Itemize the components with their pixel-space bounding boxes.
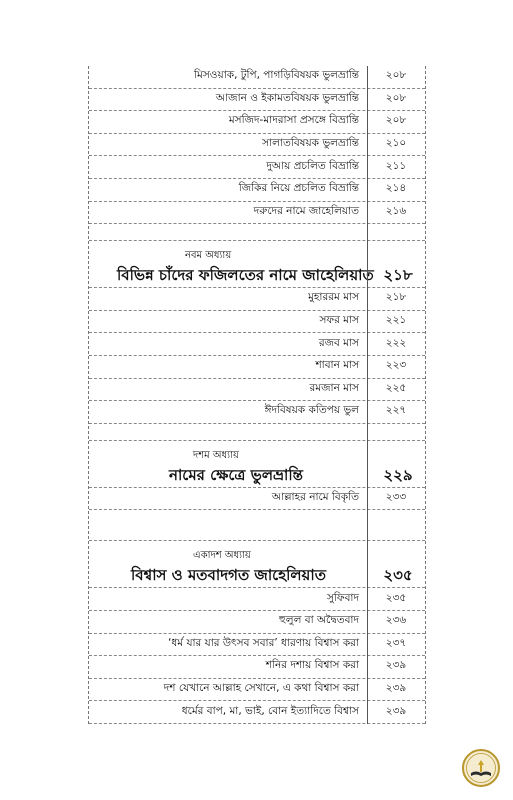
toc-title: রমজান মাস (309, 381, 359, 394)
toc-row (89, 179, 425, 202)
toc-row (89, 288, 425, 311)
toc-row (89, 333, 425, 356)
toc-title: আজান ও ইকামতবিষয়ক ভুলভ্রান্তি (215, 91, 359, 104)
section-gap (89, 510, 425, 541)
toc-page: ২৩৯ (385, 659, 407, 672)
toc-title: দুআয় প্রচলিত বিভ্রান্তি (266, 159, 359, 172)
toc-page: ২৩৯ (385, 681, 407, 694)
chapter-page: ২২৯ (383, 465, 413, 484)
toc-page: ২৩৬ (385, 614, 407, 627)
book-lamp-logo-icon (461, 748, 501, 788)
toc-title: সালাতবিষয়ক ভুলভ্রান্তি (262, 137, 359, 150)
chapter-title: বিশ্বাস ও মতবাদগত জাহেলিয়াত (131, 566, 327, 585)
toc-title: সুফিবাদ (326, 591, 359, 604)
toc-page: ২০৮ (385, 91, 407, 104)
toc-row (89, 156, 425, 179)
toc-title: মুহাররম মাস (308, 291, 359, 304)
chapter-heading (89, 541, 425, 588)
toc-row (89, 488, 425, 511)
toc-page: ২১৪ (385, 182, 407, 195)
toc-row (89, 401, 425, 424)
chapter-number: দশম অধ্যায় (193, 449, 239, 461)
toc-row (89, 379, 425, 402)
toc-title: শাবান মাস (315, 359, 359, 372)
chapter-number: নবম অধ্যায় (185, 250, 232, 262)
toc-title: ‘ধর্ম যার যার উৎসব সবার’ ধারণায় বিশ্বাস করা (168, 636, 359, 649)
toc-row (89, 134, 425, 157)
table-of-contents (88, 66, 426, 724)
toc-page: ২৩৭ (385, 636, 407, 649)
section-gap (89, 224, 425, 241)
toc-title: ঈদবিষয়ক কতিপয় ভুল (264, 404, 359, 417)
toc-title: দরুদের নামে জাহেলিয়াত (253, 204, 359, 217)
section-gap (89, 424, 425, 441)
toc-row (89, 66, 425, 89)
toc-row (89, 656, 425, 679)
toc-row (89, 89, 425, 112)
chapter-heading (89, 241, 425, 288)
toc-row (89, 611, 425, 634)
chapter-title: বিভিন্ন চাঁদের ফজিলতের নামে জাহেলিয়াত (117, 266, 374, 285)
toc-page: ২৩৩ (385, 491, 407, 504)
toc-page: ২১৬ (385, 204, 407, 217)
chapter-number: একাদশ অধ্যায় (193, 550, 251, 562)
toc-row (89, 679, 425, 702)
toc-title: সফর মাস (319, 314, 359, 327)
toc-page: ২২৭ (385, 404, 407, 417)
toc-page: ২২১ (385, 314, 407, 327)
chapter-page: ২১৮ (383, 266, 413, 285)
toc-title: শনির দশায় বিশ্বাস করা (265, 659, 359, 672)
toc-page: ২২৩ (385, 359, 407, 372)
toc-row (89, 356, 425, 379)
toc-title: ধর্মের বাপ, মা, ভাই, বোন ইত্যাদিতে বিশ্বাস (181, 704, 359, 717)
toc-title: জিকির নিয়ে প্রচলিত বিভ্রান্তি (238, 182, 359, 195)
toc-page: ২১০ (385, 137, 407, 150)
toc-title: মিসওয়াক, টুপি, পাগড়িবিষয়ক ভুলভ্রান্তি (194, 69, 359, 82)
toc-title: হুলুল বা অদ্বৈতবাদ (279, 614, 359, 627)
toc-page: ২২৫ (385, 381, 407, 394)
toc-row (89, 634, 425, 657)
toc-page: ২০৮ (385, 114, 407, 127)
toc-title: রজব মাস (318, 336, 359, 349)
toc-page: ২০৮ (385, 69, 407, 82)
chapter-title: নামের ক্ষেত্রে ভুলভ্রান্তি (169, 465, 303, 484)
toc-page: ২২২ (385, 336, 407, 349)
toc-row (89, 701, 425, 724)
toc-title: দশ যেখানে আল্লাহ সেখানে, এ কথা বিশ্বাস করা (163, 681, 359, 694)
toc-title: মসজিদ-মাদরাসা প্রসঙ্গে বিভ্রান্তি (228, 114, 359, 127)
toc-page: ২১১ (385, 159, 407, 172)
toc-title: আল্লাহর নামে বিকৃতি (271, 491, 359, 504)
toc-page: ২১৮ (385, 291, 407, 304)
chapter-heading (89, 441, 425, 488)
toc-row (89, 311, 425, 334)
toc-row (89, 111, 425, 134)
chapter-page: ২৩৫ (383, 566, 413, 585)
toc-row (89, 202, 425, 225)
toc-page: ২৩৫ (385, 591, 407, 604)
toc-row (89, 588, 425, 611)
toc-page: ২৩৯ (385, 704, 407, 717)
